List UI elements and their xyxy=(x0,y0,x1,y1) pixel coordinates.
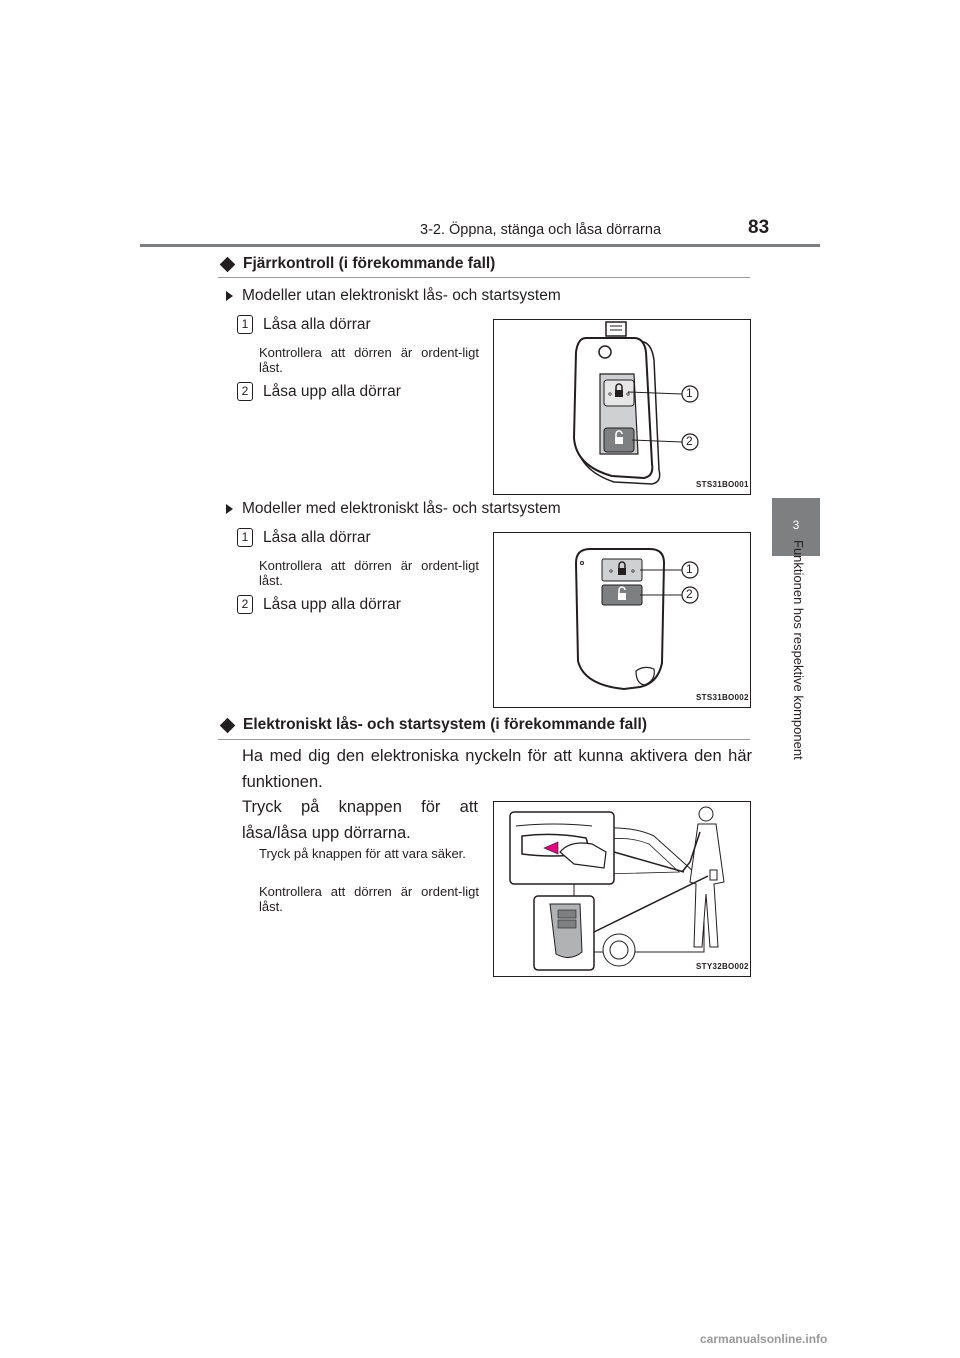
callout-1: 1 xyxy=(686,562,693,576)
note-text: Kontrollera att dörren är ordent-ligt låst. xyxy=(259,558,479,588)
subsection-title-without-smart xyxy=(226,287,561,305)
smart-key-illustration xyxy=(494,533,750,707)
item-label: Låsa alla dörrar xyxy=(263,528,371,546)
item-lock-all xyxy=(237,315,371,334)
note-text: Kontrollera att dörren är ordent-ligt låst. xyxy=(259,345,479,375)
figure-door-handle xyxy=(493,801,751,977)
item-label: Låsa upp alla dörrar xyxy=(263,382,401,400)
item-unlock-all xyxy=(237,382,401,401)
item-label: Låsa upp alla dörrar xyxy=(263,595,401,613)
page-number: 83 xyxy=(748,217,770,238)
section-heading-smart-entry xyxy=(218,716,647,734)
callout-2: 2 xyxy=(686,434,693,448)
item-label: Låsa alla dörrar xyxy=(263,315,371,333)
chapter-label: Funktionen hos respektive komponent xyxy=(791,540,806,760)
figure-remote-key xyxy=(493,319,751,495)
triangle-bullet-icon xyxy=(226,504,233,514)
number-badge: 1 xyxy=(237,528,253,547)
callout-2: 2 xyxy=(686,587,693,601)
figure-code: STY32BO002 xyxy=(696,962,749,971)
diamond-icon xyxy=(220,256,236,272)
section-rule xyxy=(218,277,750,278)
section-heading-text: Elektroniskt lås- och startsystem (i förekommande fall) xyxy=(243,716,647,733)
section-rule xyxy=(218,739,750,740)
subsection-title-with-smart xyxy=(226,500,561,518)
footer-watermark: carmanualsonline.info xyxy=(700,1332,828,1346)
figure-code: STS31BO002 xyxy=(696,693,749,702)
callout-1: 1 xyxy=(686,386,693,400)
door-handle-illustration xyxy=(494,802,750,976)
section-heading-remote xyxy=(218,255,495,273)
section-heading-text: Fjärrkontroll (i förekommande fall) xyxy=(243,255,496,272)
triangle-bullet-icon xyxy=(226,291,233,301)
header-rule xyxy=(140,244,820,247)
subsection-title-text: Modeller med elektroniskt lås- och startsystem xyxy=(242,500,561,517)
number-badge: 2 xyxy=(237,595,253,614)
intro-text: Ha med dig den elektroniska nyckeln för att kunna aktivera den här funktionen. xyxy=(242,747,752,791)
item-lock-all xyxy=(237,528,371,547)
remote-key-illustration xyxy=(494,320,750,494)
diamond-icon xyxy=(220,717,236,733)
figure-smart-key xyxy=(493,532,751,708)
number-badge: 1 xyxy=(237,315,253,334)
subsection-title-text: Modeller utan elektroniskt lås- och startsystem xyxy=(242,287,561,304)
note-text: Tryck på knappen för att vara säker. xyxy=(259,846,466,861)
figure-code: STS31BO001 xyxy=(696,480,749,489)
number-badge: 2 xyxy=(237,382,253,401)
note-text: Kontrollera att dörren är ordent-ligt låst. xyxy=(259,884,479,914)
chapter-number: 3 xyxy=(792,518,800,532)
header-title: 3-2. Öppna, stänga och låsa dörrarna xyxy=(420,222,662,238)
item-unlock-all xyxy=(237,595,401,614)
instruction-text: Tryck på knappen för att låsa/låsa upp dörrarna. xyxy=(242,798,478,842)
